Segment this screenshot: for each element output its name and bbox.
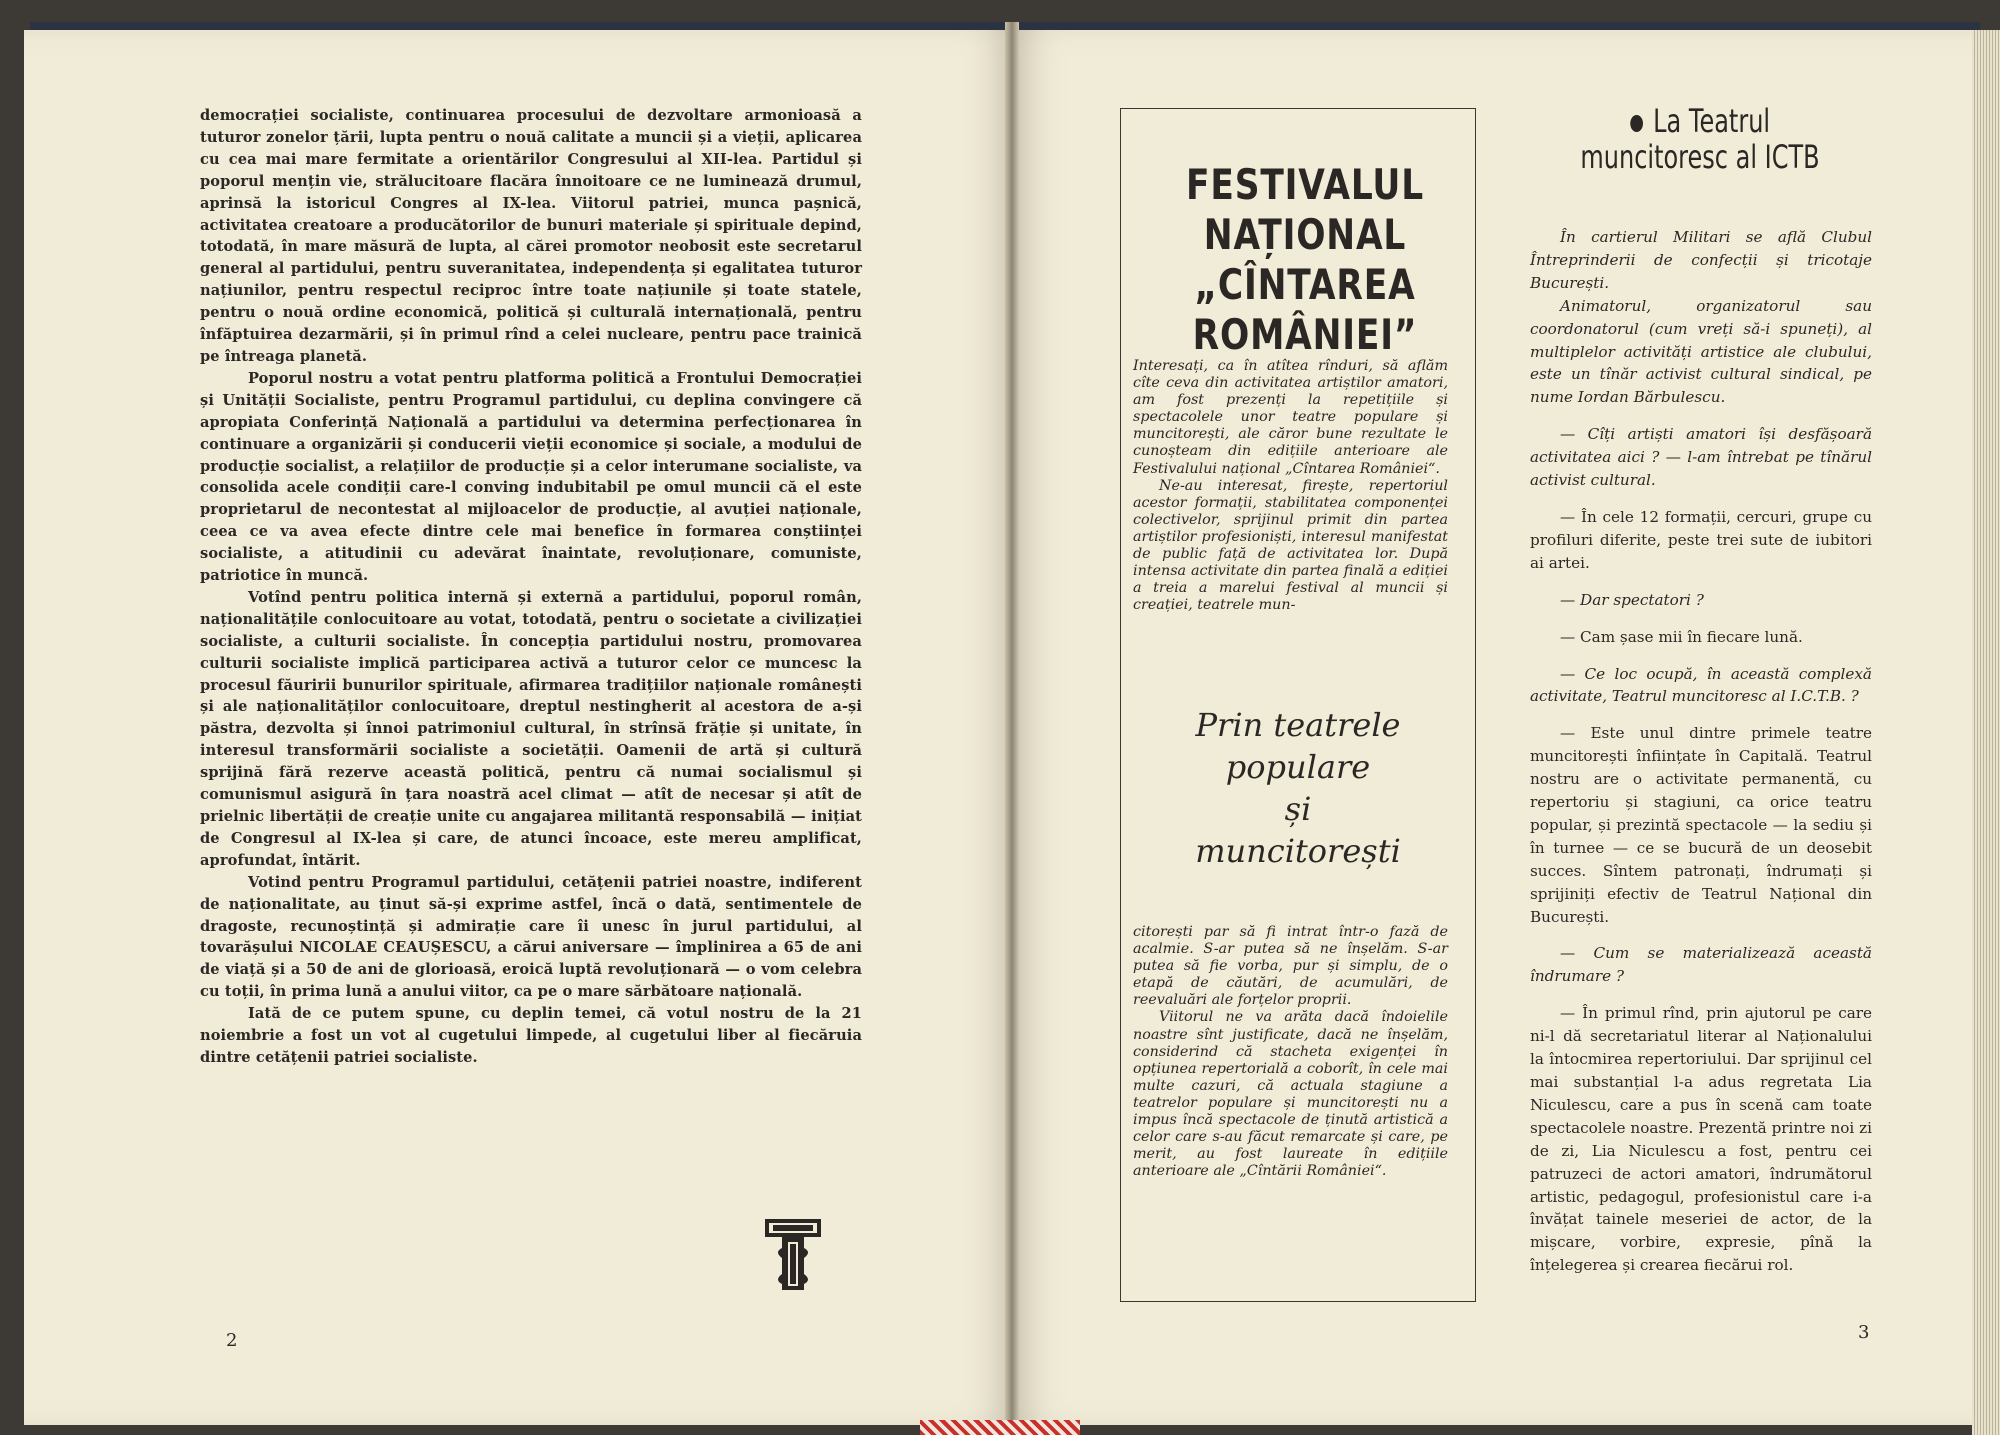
page-number-right: 3	[1858, 1322, 1870, 1343]
paragraph: — Ce loc ocupă, în această complexă activitate, Teatrul muncitoresc al I.C.T.B. ?	[1530, 664, 1872, 706]
paragraph: citorești par să fi intrat într-o fază de acalmie. S-ar putea să ne înșelăm. S-ar putea să fie vorba, pur și simplu, de o etapă de căutări, de acumulări, de reevaluări ale forțelor proprii.	[1133, 924, 1448, 1009]
paragraph: — Cum se materializează această îndrumare ?	[1530, 944, 1872, 986]
paragraph: Animatorul, organizatorul sau coordonatorul (cum vreți să-i spuneți), al multiplelor activități artistice ale clubului, este un tînăr activist cultural sindical, pe nume Iordan Bărbulescu.	[1530, 296, 1872, 407]
box-text-top	[1133, 358, 1448, 614]
theatre-t-logo	[764, 1218, 822, 1294]
page-edges	[1972, 30, 2000, 1435]
subtitle-line: populare	[1225, 748, 1371, 786]
paragraph: Votînd pentru politica internă și externă a partidului, poporul român, naționalitățile conlocuitoare au votat, totodată, pentru o societate a civilizației socialiste, a culturii socialiste. În concepția partidului nostru, promovarea culturii socialiste implică participarea activă a tuturor celor ce muncesc la procesul făuririi bunurilor spirituale, afirmarea tradițiilor naționale românești și ale naționalităților conlocuitoare, dreptul nestingherit al acestora de a-și păstra, dezvolta și înnoi patrimoniul cultural, în strînsă frăție și unitate, în interesul transformării socialiste a societății. Oamenii de artă și cultură sprijină fără rezerve această politică, pentru că numai socialismul și comunismul asigură în țara noastră acel climat — atît de necesar și atît de prielnic libertății de creație unite cu angajarea militantă responsabilă — inițiat de Congresul al IX-lea și care, de atunci încoace, este mereu amplificat, aprofundat, întărit.	[200, 588, 862, 869]
paragraph: — Cîți artiști amatori își desfășoară activitatea aici ? — l-am întrebat pe tînărul activist cultural.	[1530, 425, 1872, 490]
paragraph: — Cam șase mii în fiecare lună.	[1560, 627, 1803, 646]
page-number-left: 2	[226, 1330, 238, 1351]
paragraph: Interesați, ca în atîtea rînduri, să aflăm cîte ceva din activitatea artiștilor amatori, am fost prezenți la repetițiile și spectacolele unor teatre populare și muncitorești, ale căror bune rezultate le cunoșteam din edițiile anterioare ale Festivalului național „Cîntarea României“.	[1133, 358, 1448, 477]
paragraph: Poporul nostru a votat pentru platforma politică a Frontului Democrației și Unității Socialiste, pentru Programul partidului, cu deplina convingere că apropiata Conferință Națională a partidului va determina perfecționarea în continuare a organizării și conducerii vieții economice și sociale, a modului de producție socialist, a relațiilor de producție și a celor interumane socialiste, va consolida acele condiții care-l conving indubitabil pe omul muncii că el este proprietarul de necontestat al mijloacelor de producție, al avuției naționale, ceea ce va avea efecte dintre cele mai benefice în formarea conștiinței socialiste, a atitudinii cu adevărat înaintate, revoluționare, comuniste, patriotice în muncă.	[200, 369, 862, 585]
paragraph: Viitorul ne va arăta dacă îndoielile noastre sînt justificate, dacă ne înșelăm, considerind că stacheta exigenței în opțiunea repertorială a coborît, în cele mai multe cazuri, că actuala stagiune a teatrelor populare și muncitorești nu a impus încă spectacole de ținută artistică a celor care s-au făcut remarcate și care, pe merit, au fost laureate în edițiile anterioare ale „Cîntării României“.	[1133, 1009, 1448, 1180]
ictb-heading	[1580, 103, 1820, 175]
paragraph: — În primul rînd, prin ajutorul pe care ni-l dă secretariatul literar al Naționalului la întocmirea repertoriului. Dar sprijinul cel mai substanțial l-a adus regretata Lia Niculescu, care a pus în scenă cam toate spectacolele noastre. Prezentă printre noi zi de zi, Lia Niculescu a fost, pentru cei patruzeci de actori amatori, îndrumătorul artistic, pedagogul, profesionistul care i-a învățat tainele meseriei de actor, de la mișcare, vorbire, expresie, pînă la înțelegerea și crearea fiecărui rol.	[1530, 1004, 1872, 1275]
paragraph: — În cele 12 formații, cercuri, grupe cu profiluri diferite, peste trei sute de iubitori ai artei.	[1530, 507, 1872, 572]
heading-line: La Teatrul	[1653, 102, 1771, 140]
bookmark-ribbon	[920, 1420, 1080, 1435]
paragraph: Ne-au interesat, firește, repertoriul acestor formații, stabilitatea componenței colectivelor, sprijinul primit din partea artiștilor profesioniști, interesul manifestat de public față de activitatea lor. După intensa activitate din partea finală a ediției a treia a marelui festival al muncii și creației, teatrele mun-	[1133, 477, 1448, 614]
heading-line: muncitoresc al ICTB	[1580, 138, 1820, 176]
paragraph: În cartierul Militari se află Clubul Întreprinderii de confecții și tricotaje București.	[1530, 228, 1872, 292]
paragraph: Iată de ce putem spune, cu deplin temei, că votul nostru de la 21 noiembrie a fost un vot al cugetului limpede, al cugetului liber al fiecăruia dintre cetățenii patriei socialiste.	[200, 1005, 862, 1066]
book-gutter	[1005, 22, 1019, 1435]
paragraph: — Dar spectatori ?	[1560, 590, 1704, 609]
interview-text	[1530, 226, 1872, 1277]
paragraph: — Este unul dintre primele teatre muncitorești înființate în Capitală. Teatrul nostru are o activitate permanentă, cu repertoriu și stagiuni, ca orice teatru popular, și prezintă spectacole — la sediu și în turnee — ce se bucură de un deosebit succes. Sîntem patronați, îndrumați și sprijiniți efectiv de Teatrul Național din București.	[1530, 724, 1872, 926]
article-subtitle	[1150, 704, 1446, 872]
paragraph: Votind pentru Programul partidului, cetățenii patriei noastre, indiferent de naționalitate, au ținut să-și exprime astfel, încă o dată, sentimentele de dragoste, recunoștință și admirație care îi unesc în jurul partidului, al tovarășului NICOLAE CEAUȘESCU, a cărui aniversare — împlinirea a 65 de ani de viață și a 50 de ani de glorioasă, eroică luptă revoluționară — o vom celebra cu toții, în prima lună a anului viitor, ca pe o mare sărbătoare națională.	[200, 873, 862, 1001]
subtitle-line: muncitorești	[1195, 832, 1401, 870]
box-text-bottom	[1133, 924, 1448, 1180]
subtitle-line: și	[1284, 790, 1312, 828]
left-article-text	[200, 105, 862, 1069]
bullet-icon	[1630, 115, 1643, 132]
festival-title: FESTIVALUL NAȚIONAL „CÎNTAREA ROMÂNIEI”	[1186, 160, 1424, 359]
subtitle-line: Prin teatrele	[1195, 706, 1401, 744]
paragraph: democrației socialiste, continuarea procesului de dezvoltare armonioasă a tuturor zonelor țării, lupta pentru o nouă calitate a muncii și a vieții, aplicarea cu cea mai mare fermitate a orientărilor Congresului al XII-lea. Partidul și poporul mențin vie, strălucitoare flacăra înnoitoare ce ne luminează drumul, aprinsă la istoricul Congres al IX-lea. Viitorul patriei, munca pașnică, activitatea creatoare a producătorilor de bunuri materiale și spirituale depind, totodată, în mare măsură de lupta, al cărei promotor neobosit este secretarul general al partidului, pentru suveranitatea, independența și egalitatea tuturor națiunilor, pentru respectul reciproc între toate națiunile și toate statele, pentru o nouă ordine economică, politică și culturală internațională, pentru înfăptuirea dezarmării, și în primul rînd a celei nucleare, pentru pace trainică pe întreaga planetă.	[200, 107, 862, 365]
